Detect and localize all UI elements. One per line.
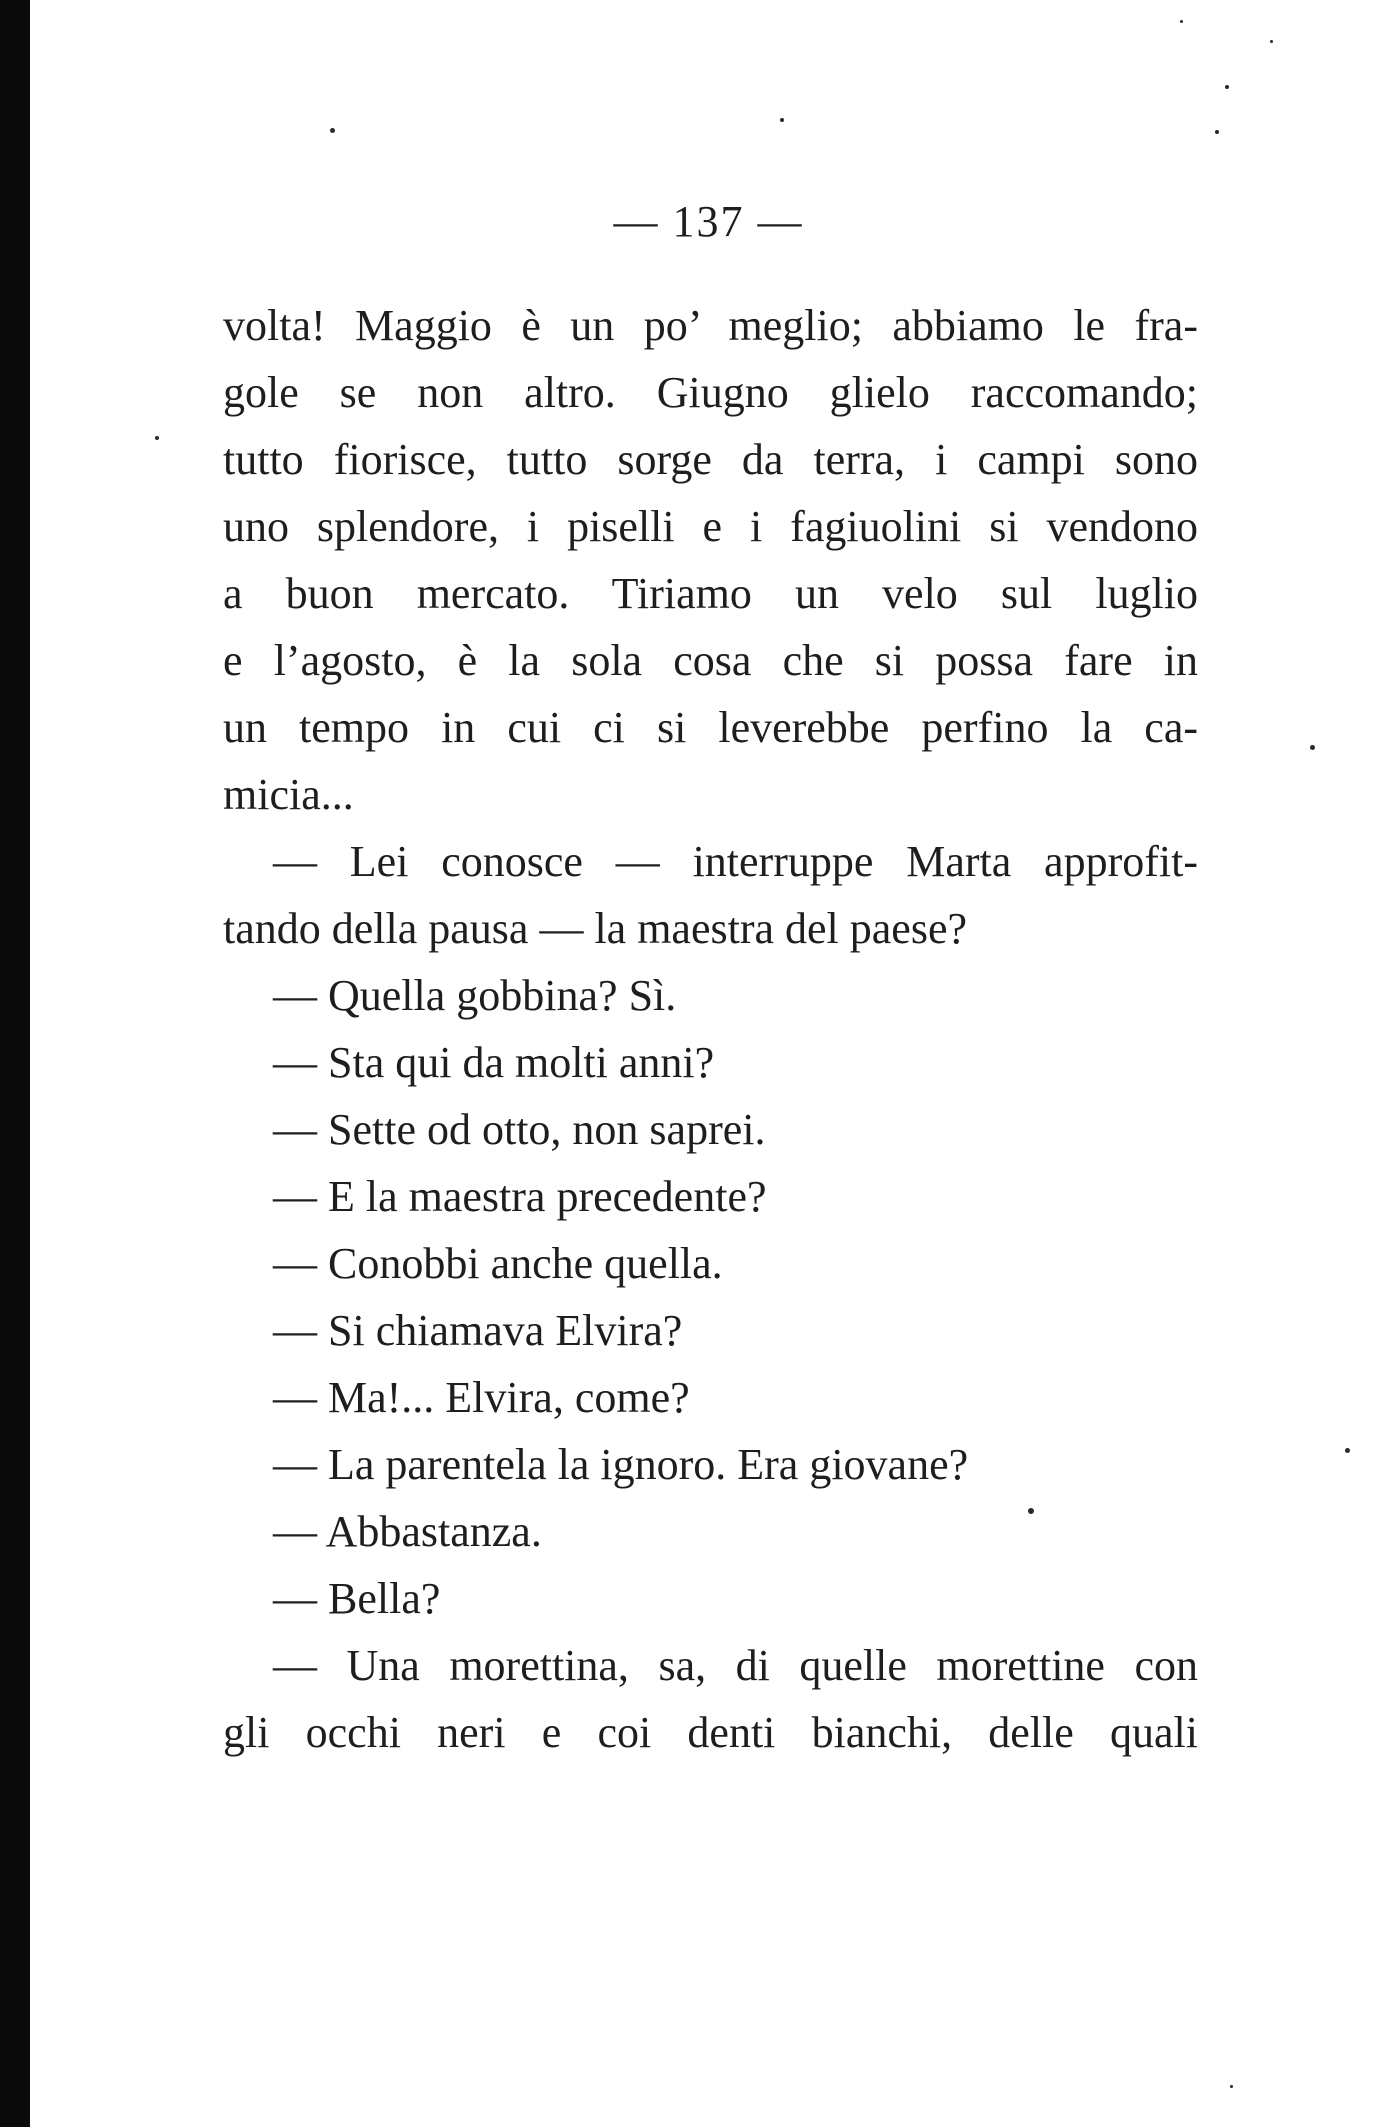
text-line: gole se non altro. Giugno glielo raccomando; bbox=[223, 368, 1198, 417]
speck bbox=[330, 128, 335, 133]
speck bbox=[1270, 40, 1273, 43]
speck bbox=[1310, 745, 1315, 750]
dialogue-line: — Abbastanza. bbox=[273, 1507, 542, 1556]
speck bbox=[1225, 85, 1229, 89]
dialogue-line: — Una morettina, sa, di quelle morettine con bbox=[273, 1641, 1198, 1690]
text-line: uno splendore, i piselli e i fagiuolini si vendono bbox=[223, 502, 1198, 551]
dialogue-line: — Ma!... Elvira, come? bbox=[273, 1373, 690, 1422]
speck bbox=[780, 118, 784, 122]
text-line: tutto fiorisce, tutto sorge da terra, i campi sono bbox=[223, 435, 1198, 484]
dialogue-line: — Conobbi anche quella. bbox=[273, 1239, 723, 1288]
text-line: volta! Maggio è un po’ meglio; abbiamo le fra- bbox=[223, 301, 1198, 350]
text-line: e l’agosto, è la sola cosa che si possa fare in bbox=[223, 636, 1198, 685]
text-line: tando della pausa — la maestra del paese? bbox=[223, 904, 968, 953]
text-line: a buon mercato. Tiriamo un velo sul luglio bbox=[223, 569, 1198, 618]
binding-edge bbox=[0, 0, 30, 2127]
text-line: — Lei conosce — interruppe Marta approfit- bbox=[273, 837, 1198, 886]
dialogue-line: — Quella gobbina? Sì. bbox=[273, 971, 677, 1020]
dialogue-line: — La parentela la ignoro. Era giovane? bbox=[273, 1440, 969, 1489]
page-number: — 137 — bbox=[613, 197, 804, 246]
speck bbox=[155, 436, 159, 440]
body-text bbox=[223, 292, 1198, 1766]
text-line: micia... bbox=[223, 770, 354, 819]
dialogue-line: — Sette od otto, non saprei. bbox=[273, 1105, 766, 1154]
text-line: un tempo in cui ci si leverebbe perfino la ca- bbox=[223, 703, 1198, 752]
speck bbox=[1230, 2085, 1233, 2088]
dialogue-line: — Si chiamava Elvira? bbox=[273, 1306, 683, 1355]
speck bbox=[1180, 20, 1183, 23]
dialogue-line: — Sta qui da molti anni? bbox=[273, 1038, 715, 1087]
text-line: gli occhi neri e coi denti bianchi, delle quali bbox=[223, 1708, 1198, 1757]
dialogue-line: — Bella? bbox=[273, 1574, 441, 1623]
speck bbox=[1345, 1448, 1350, 1453]
speck bbox=[1215, 130, 1219, 134]
dialogue-line: — E la maestra precedente? bbox=[273, 1172, 767, 1221]
